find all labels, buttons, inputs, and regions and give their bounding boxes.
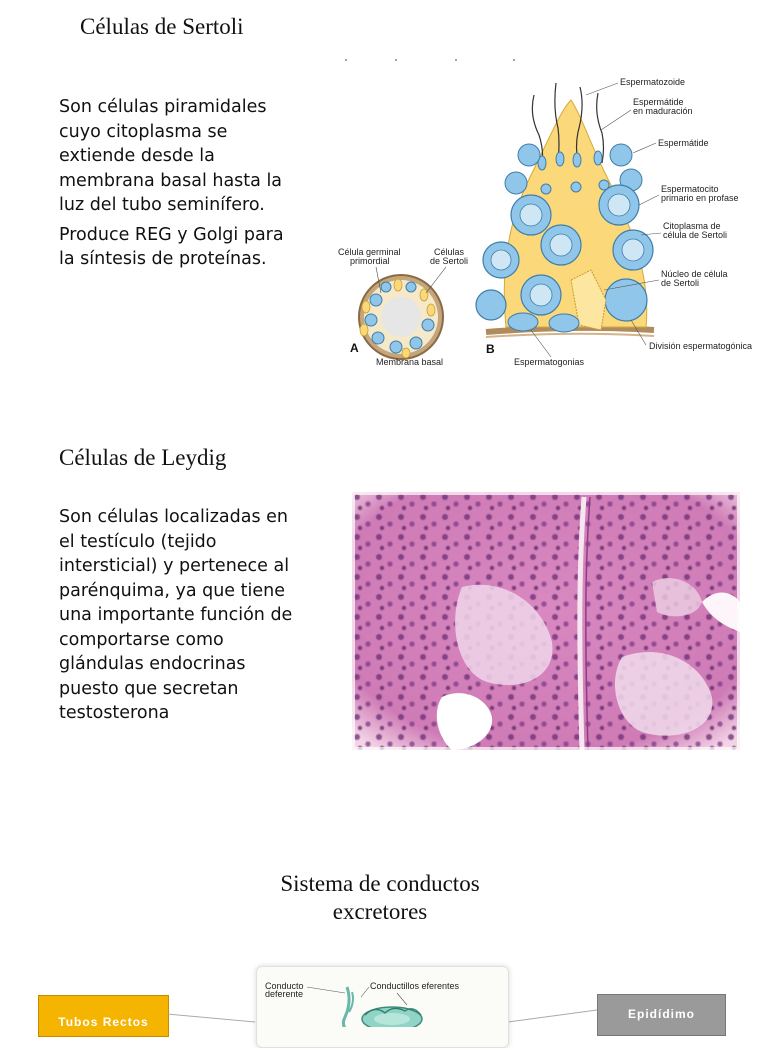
label-espermatide: Espermátide xyxy=(658,138,709,148)
label-conducto-deferente: Conducto deferente xyxy=(265,981,304,999)
conductos-title-line2: excretores xyxy=(332,899,428,924)
tubos-rectos-box: Tubos Rectos xyxy=(38,995,169,1037)
label-espermatide-maduracion: Espermátide en maduración xyxy=(633,97,693,116)
connector-right xyxy=(508,1008,598,1024)
sertoli-paragraph-2: Produce REG y Golgi para la síntesis de proteínas. xyxy=(59,224,284,269)
leydig-text xyxy=(59,505,304,726)
label-citoplasma: Citoplasma de célula de Sertoli xyxy=(663,221,728,240)
label-espermatocito: Espermatocito primario en profase xyxy=(661,184,739,203)
label-celulas-sertoli: Células de Sertoli xyxy=(430,247,469,266)
label-celula-germinal: Célula germinal primordial xyxy=(338,247,401,266)
conductos-diagram xyxy=(257,967,508,1027)
conductos-title xyxy=(226,870,534,926)
leydig-title: Células de Leydig xyxy=(59,445,227,470)
label-espermatogonias: Espermatogonias xyxy=(514,357,585,367)
connector-left xyxy=(167,1010,257,1024)
label-a: A xyxy=(350,341,359,355)
seminiferous-epithelium xyxy=(476,83,654,337)
leydig-paragraph: Son células localizadas en el testículo (tejido intersticial) y pertenece al parénquima, ya que tiene una importante función de comportarse como glándulas endocrinas puesto que secretan testosterona xyxy=(59,507,293,723)
sertoli-text xyxy=(59,95,299,272)
label-membrana-basal: Membrana basal xyxy=(376,357,444,367)
sertoli-title: Células de Sertoli xyxy=(80,14,244,39)
conductos-figure-card xyxy=(256,966,509,1048)
conductos-title-line1: Sistema de conductos xyxy=(280,871,480,896)
epididimo-box: Epidídimo xyxy=(597,994,726,1036)
sertoli-paragraph-1: Son células piramidales cuyo citoplasma se extiende desde la membrana basal hasta la luz del tubo seminífero. xyxy=(59,97,283,215)
label-conductillos-eferentes: Conductillos eferentes xyxy=(370,981,460,991)
label-nucleo: Núcleo de célula de Sertoli xyxy=(661,269,728,288)
label-espermatozoide: Espermatozoide xyxy=(620,77,686,87)
label-b: B xyxy=(486,342,495,356)
label-division: División espermatogónica xyxy=(649,341,753,351)
leydig-micrograph xyxy=(352,492,740,750)
sertoli-diagram xyxy=(336,55,761,375)
